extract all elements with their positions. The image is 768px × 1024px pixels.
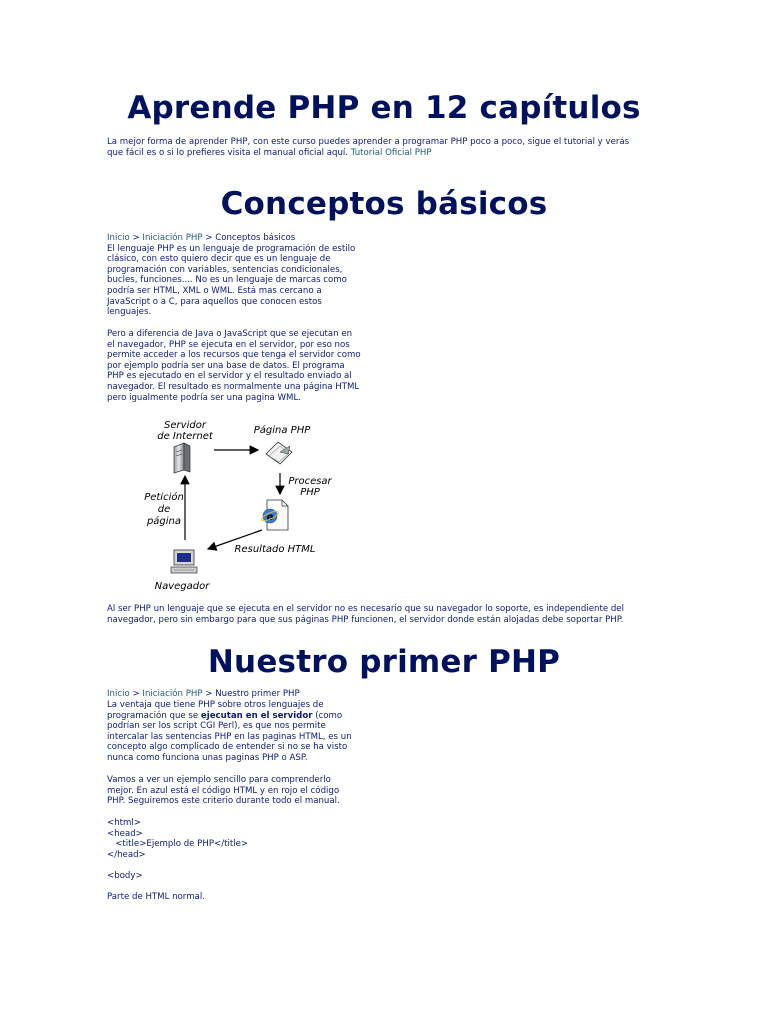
text-line: podría ser HTML, XML o WML. Está mas cercano a: [107, 285, 322, 296]
php-flow-diagram: [130, 412, 350, 597]
breadcrumb: [107, 689, 300, 700]
intro-line-2-text: que fácil es o si lo prefieres visita el manual oficial aquí.: [107, 147, 349, 158]
text-line: intercalar las sentencias PHP en las paginas HTML, es un: [107, 731, 352, 742]
conceptos-paragraph-3: [107, 604, 624, 625]
section-heading-conceptos: Conceptos básicos: [220, 186, 548, 222]
text-line: pero igualmente podría ser una pagina WML.: [107, 392, 301, 403]
text-line: Vamos a ver un ejemplo sencillo para comprenderlo: [107, 775, 331, 785]
result-label: Resultado HTML: [234, 544, 316, 555]
breadcrumb-iniciacion-link[interactable]: Iniciación PHP: [142, 689, 203, 699]
text-line: La ventaja que tiene PHP sobre otros lenguajes de: [107, 700, 324, 710]
breadcrumb-current: Nuestro primer PHP: [215, 689, 300, 699]
request-label-line-3: página: [146, 516, 182, 527]
request-label-line-1: Petición: [144, 492, 184, 503]
server-label-line-1: Servidor: [164, 420, 206, 431]
conceptos-paragraph-2: [107, 329, 361, 403]
text-line: por ejemplo podría ser una base de datos. El programa: [107, 360, 345, 371]
code-line: <title>Ejemplo de PHP</title>: [107, 839, 249, 850]
text-line: bucles, funciones.... No es un lenguaje de marcas como: [107, 275, 347, 286]
text-line: podrían ser los script CGI Perl), es que nos permite: [107, 721, 326, 732]
text-run: programación que se: [107, 710, 201, 721]
text-line: permite acceder a los recursos que tenga el servidor como: [107, 350, 361, 361]
computer-icon: [171, 550, 197, 573]
tutorial-oficial-link[interactable]: Tutorial Oficial PHP: [350, 147, 432, 158]
breadcrumb-separator: >: [132, 689, 140, 699]
text-line: PHP. Seguiremos este criterio durante todo el manual.: [107, 796, 340, 807]
text-line: nunca como funciona unas paginas PHP o ASP.: [107, 752, 308, 763]
breadcrumb-separator: >: [132, 233, 140, 243]
code-line: <body>: [107, 870, 143, 881]
text-line: El lenguaje PHP es un lenguaje de programación de estilo: [107, 243, 356, 254]
intro-line-1: La mejor forma de aprender PHP, con este curso puedes aprender a programar PHP poco a poco, sigue el tutorial y verás: [107, 137, 630, 147]
text-line: lenguajes.: [107, 307, 152, 318]
page-php-label: Página PHP: [253, 425, 311, 436]
text-line: navegador. El resultado es normalmente una página HTML: [107, 381, 360, 392]
text-line: programación con variables, sentencias condicionales,: [107, 264, 343, 275]
breadcrumb-inicio-link[interactable]: Inicio: [107, 689, 130, 699]
text-run: (como: [312, 710, 343, 721]
intro-paragraph: [107, 137, 629, 158]
text-line: clásico, con esto quiero decir que es un lenguaje de: [107, 254, 331, 265]
server-label-line-2: de Internet: [157, 431, 213, 442]
text-line: JavaScript o a C, para aquellos que conocen estos: [107, 296, 322, 307]
primer-php-paragraph-1: [107, 700, 352, 764]
page-title: Aprende PHP en 12 capítulos: [127, 90, 641, 126]
browser-label: Navegador: [154, 581, 210, 592]
breadcrumb-iniciacion-link[interactable]: Iniciación PHP: [142, 233, 203, 243]
conceptos-paragraph-1: [107, 244, 355, 318]
text-line: Pero a diferencia de Java o JavaScript que se ejecutan en: [107, 329, 353, 339]
breadcrumb-inicio-link[interactable]: Inicio: [107, 233, 130, 243]
primer-php-paragraph-2: [107, 775, 340, 807]
code-example: [107, 818, 248, 903]
section-heading-primer-php: Nuestro primer PHP: [207, 644, 561, 680]
breadcrumb-current: Conceptos básicos: [215, 233, 296, 243]
code-line: <head>: [107, 828, 143, 839]
breadcrumb-separator: >: [205, 689, 213, 699]
emphasis-text: ejecutan en el servidor: [200, 710, 313, 721]
intro-line-2: [107, 148, 629, 159]
code-line: </head>: [107, 849, 146, 860]
text-line: el navegador, PHP se ejecuta en el servidor, por eso nos: [107, 339, 350, 350]
text-line: [107, 711, 352, 722]
text-line: PHP es ejecutado en el servidor y el resultado enviado al: [107, 371, 352, 382]
text-line: Al ser PHP un lenguaje que se ejecuta en el servidor no es necesario que su navegador lo soporte, es independiente del: [107, 604, 624, 614]
code-line: <html>: [107, 818, 141, 828]
text-line: navegador, pero sin embargo para que sus páginas PHP funcionen, el servidor donde están alojadas debe soportar PHP.: [107, 614, 624, 625]
svg-text:e: e: [266, 512, 274, 523]
html-document-icon: [261, 500, 288, 530]
text-line: concepto algo complicado de entender si no se ha visto: [107, 742, 348, 753]
php-page-icon: [266, 442, 292, 464]
code-line: Parte de HTML normal.: [107, 892, 205, 903]
request-label-line-2: de: [157, 504, 171, 515]
process-label-line-1: Procesar: [288, 476, 332, 487]
breadcrumb-separator: >: [205, 233, 213, 243]
text-line: mejor. En azul está el código HTML y en rojo el código: [107, 785, 340, 796]
process-label-line-2: PHP: [300, 487, 320, 498]
breadcrumb: [107, 233, 295, 244]
server-icon: [174, 443, 190, 473]
